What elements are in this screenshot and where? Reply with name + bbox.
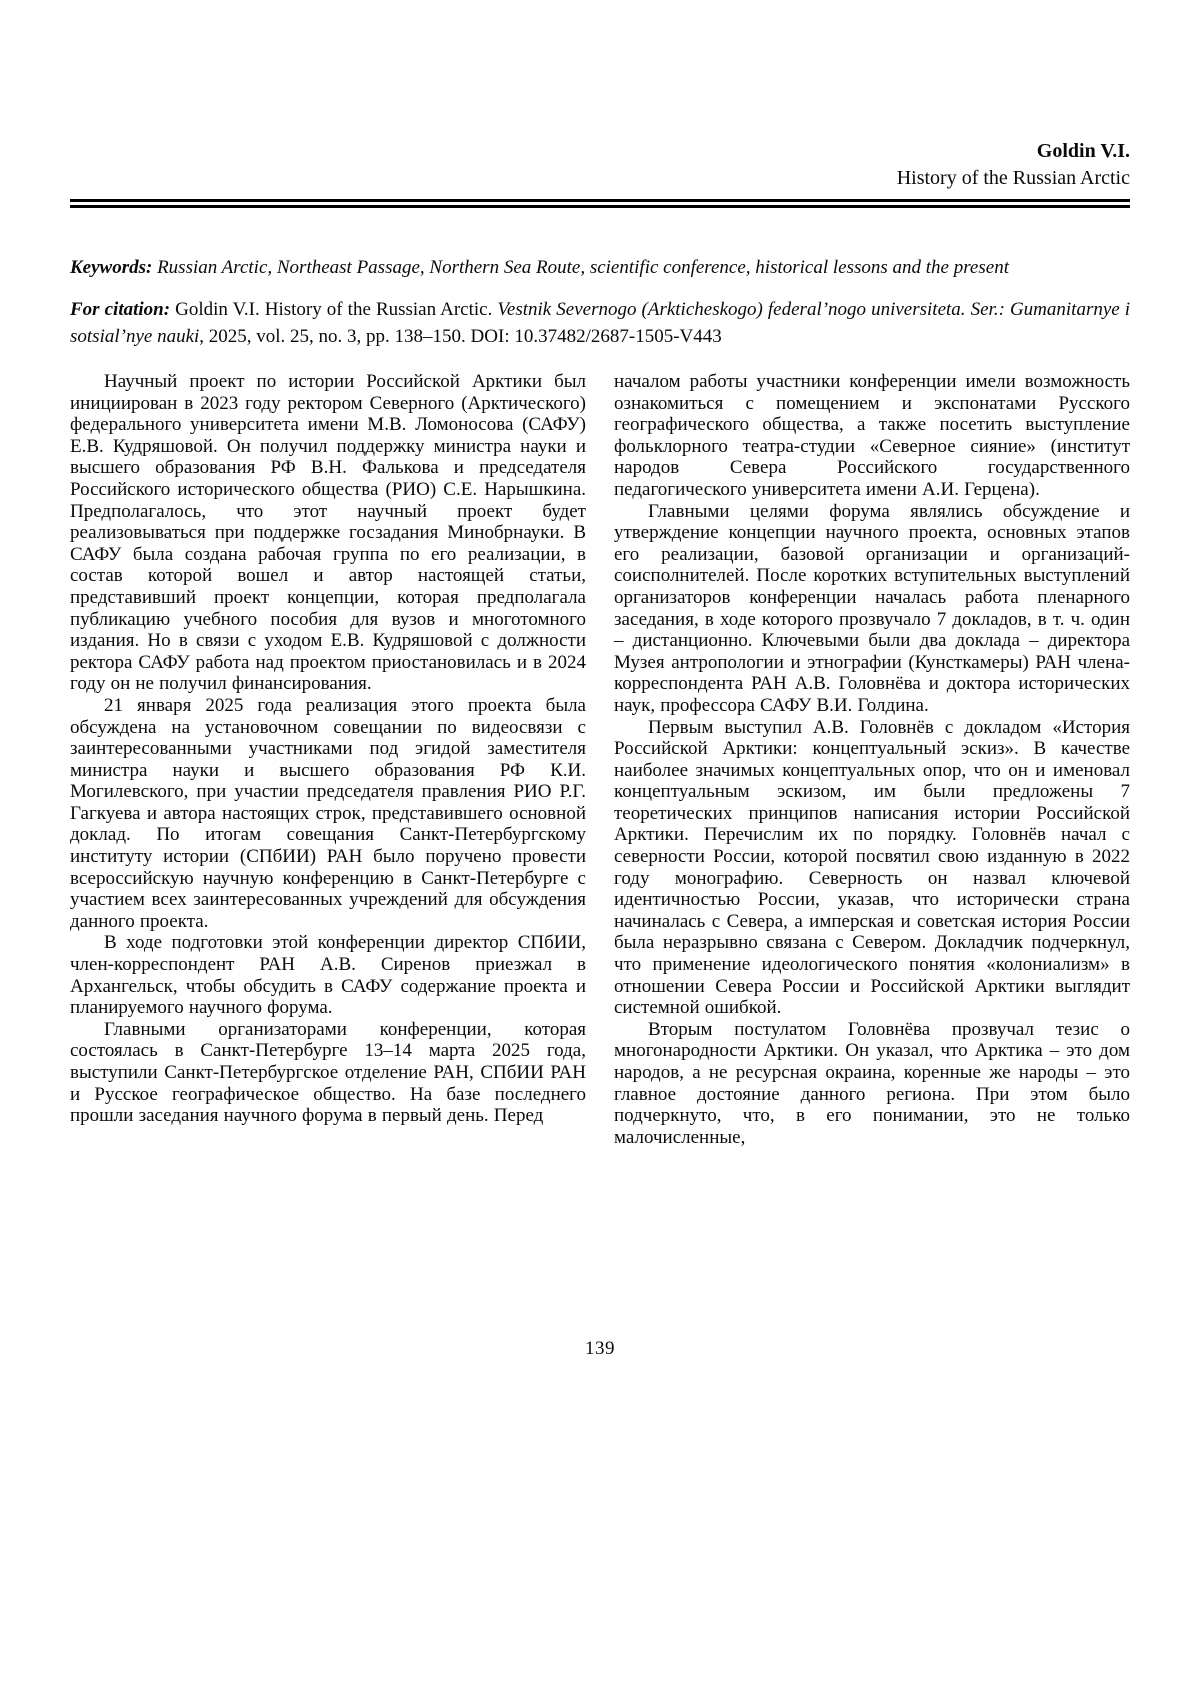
paragraph-second-postulate: Вторым постулатом Головнёва прозвучал тезис о многонародности Арктики. Он указал, что Арктика – это дом народов, а не ресурсная окраина, коренные же народы – это главное достояние данного региона. При этом было подчеркнуто, что, в его понимании, это не только малочисленные, (614, 1018, 1130, 1148)
citation-label: For citation: (70, 299, 171, 320)
paragraph-conference-preparation: В ходе подготовки этой конференции директор СПбИИ, член-корреспондент РАН А.В. Сиренов приезжал в Архангельск, чтобы обсудить в САФУ содержание проекта и планируемого научного форума. (70, 932, 586, 1019)
keywords-label: Keywords: (70, 257, 153, 278)
keywords-text: Russian Arctic, Northeast Passage, Northern Sea Route, scientific conference, historical lessons and the present (157, 257, 1009, 278)
citation-volume-doi: , 2025, vol. 25, no. 3, pp. 138–150. DOI: 10.37482/2687-1505-V443 (199, 326, 722, 347)
paragraph-forum-goals: Главными целями форума являлись обсуждение и утверждение концепции научного проекта, основных этапов его реализации, базовой организации и организаций-соисполнителей. После коротких вступительных выступлений организаторов конференции началась работа пленарного заседания, в ходе которого прозвучало 7 докладов, в т. ч. один – дистанционно. Ключевыми были два доклада – директора Музея антропологии и этнографии (Кунсткамеры) РАН члена-корреспондента РАН А.В. Головнёва и доктора исторических наук, профессора САФУ В.И. Голдина. (614, 500, 1130, 716)
right-column (614, 371, 1130, 1148)
paragraph-golovnev-report: Первым выступил А.В. Головнёв с докладом «История Российской Арктики: концептуальный эскиз». В качестве наиболее значимых концептуальных опор, что он и именовал концептуальным эскизом, им были предложены 7 теоретических принципов написания истории Российской Арктики. Перечислим их по порядку. Головнёв начал с северности России, которой посвятил свою изданную в 2022 году монографию. Северность он назвал ключевой идентичностью России, указав, что исторически страна начиналась с Севера, а имперская и советская история России была неразрывно связана с Севером. Докладчик подчеркнул, что применение идеологического понятия «колониализм» в отношении Севера России и Российской Арктики выглядит системной ошибкой. (614, 716, 1130, 1019)
header-double-rule (70, 199, 1130, 208)
article-body (70, 371, 1130, 1148)
running-head-author: Goldin V.I. (1036, 140, 1130, 162)
paragraph-conference-organizers: Главными организаторами конференции, которая состоялась в Санкт-Петербурге 13–14 марта 2025 года, выступили Санкт-Петербургское отделение РАН, СПбИИ РАН и Русское географическое общество. На базе последнего прошли заседания научного форума в первый день. Перед (70, 1018, 586, 1127)
page-number: 139 (585, 1338, 615, 1359)
paragraph-project-initiation: Научный проект по истории Российской Арктики был инициирован в 2023 году ректором Северного (Арктического) федерального университета имени М.В. Ломоносова (САФУ) Е.В. Кудряшовой. Он получил поддержку министра науки и высшего образования РФ В.Н. Фалькова и председателя Российского исторического общества (РИО) С.Е. Нарышкина. Предполагалось, что этот научный проект будет реализовываться при поддержке госзадания Минобрнауки. В САФУ была создана рабочая группа по его реализации, в состав которой вошел и автор настоящей статьи, представивший проект концепции, которая предполагала публикацию учебного пособия для вузов и многотомного издания. Но в связи с уходом Е.В. Кудряшовой с должности ректора САФУ работа над проектом приостановилась и в 2024 году он не получил финансирования. (70, 371, 586, 695)
keywords-paragraph (70, 254, 1130, 281)
running-head-article-title: History of the Russian Arctic (896, 167, 1130, 189)
paragraph-january-meeting: 21 января 2025 года реализация этого проекта была обсуждена на установочном совещании по видеосвязи с заинтересованными участниками под эгидой заместителя министра науки и высшего образования РФ К.И. Могилевского, при участии председателя правления РИО Р.Г. Гагкуева и автора настоящих строк, представившего основной доклад. По итогам совещания Санкт-Петербургскому институту истории (СПбИИ) РАН было поручено провести всероссийскую научную конференцию в Санкт-Петербурге с участием всех заинтересованных учреждений для обсуждения данного проекта. (70, 694, 586, 932)
paragraph-organizers-continued: началом работы участники конференции имели возможность ознакомиться с помещением и экспонатами Русского географического общества, а также посетить выступление фольклорного театра-студии «Северное сияние» (институт народов Севера Российского государственного педагогического университета имени А.И. Герцена). (614, 371, 1130, 500)
left-column (70, 371, 586, 1148)
citation-journal-name: Vestnik Severnogo (Arkticheskogo) federal’nogo universiteta. Ser.: Gumanitarnye i sotsial’nye nauki (70, 299, 1131, 347)
citation-paragraph (70, 296, 1130, 350)
citation-authors-title: Goldin V.I. History of the Russian Arctic. (175, 299, 493, 320)
running-head (70, 138, 1130, 192)
